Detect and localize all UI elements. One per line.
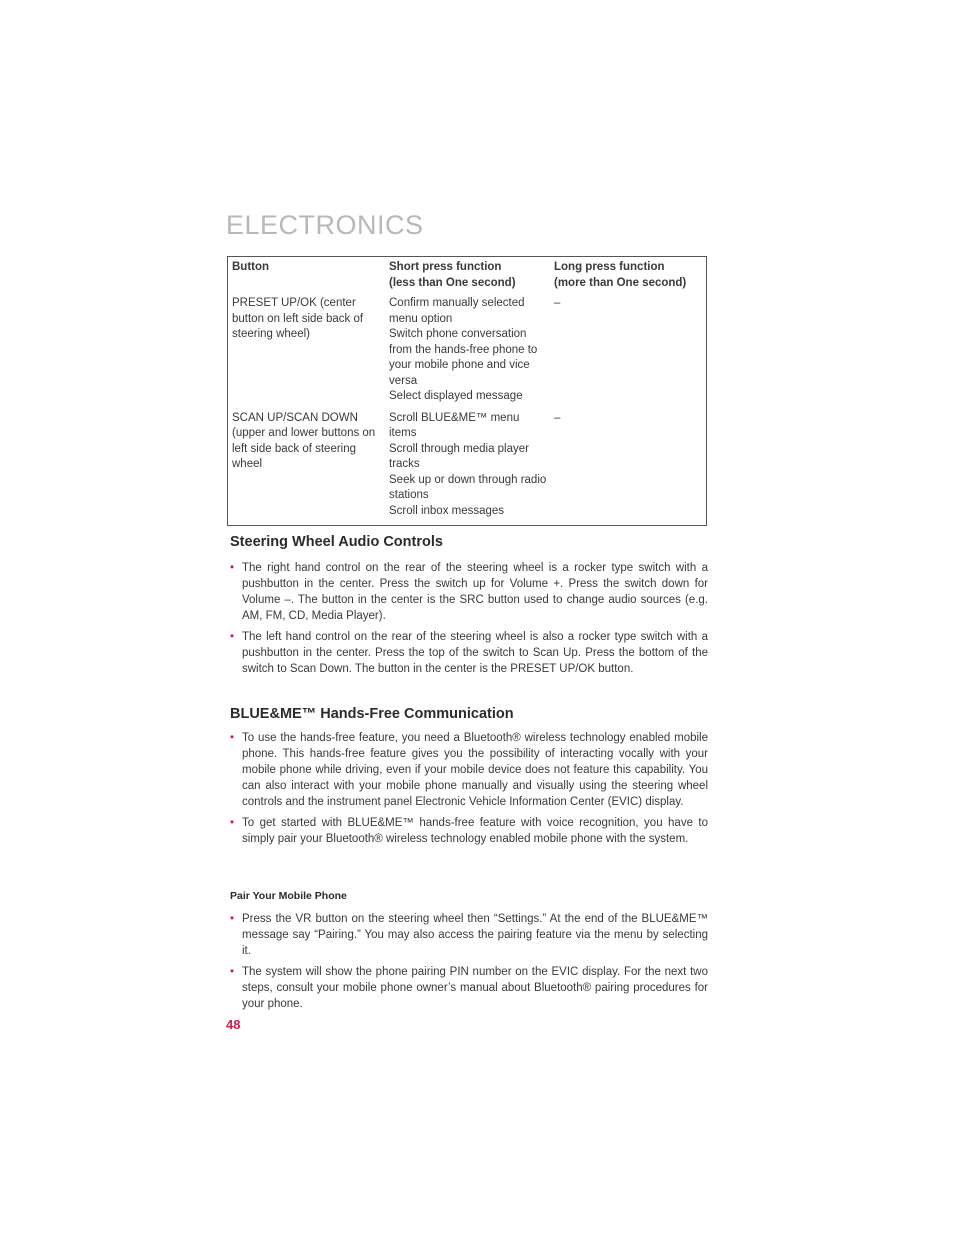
- list-item: [230, 911, 708, 959]
- table-cell-line: Switch phone conversation from the hands-free phone to your mobile phone and vice versa: [389, 328, 538, 387]
- header-short-press: Short press function (less than One second): [389, 261, 516, 289]
- table-cell-line: Confirm manually selected menu option: [389, 297, 525, 325]
- table-row: [228, 296, 706, 411]
- button-function-table: [227, 256, 707, 526]
- table-cell-long: –: [554, 411, 561, 424]
- list-item: [230, 629, 708, 677]
- pair-heading: Pair Your Mobile Phone: [230, 890, 347, 902]
- steering-bullet-list: [230, 560, 708, 682]
- list-item-text: To use the hands-free feature, you need a Bluetooth® wireless technology enabled mobile phone. This hands-free feature gives you the possibility of interacting vocally with your mobile phone while driving, even if your mobile device does not feature this capability. You can also interact with your mobile phone manually and visually using the steering wheel controls and the instrument panel Electronic Vehicle Information Center (EVIC) display.: [242, 732, 708, 808]
- bullet-icon: •: [230, 631, 235, 643]
- list-item: [230, 964, 708, 1012]
- table-row: [228, 411, 706, 526]
- bullet-icon: •: [230, 562, 235, 574]
- table-header-row: [228, 257, 706, 296]
- list-item-text: To get started with BLUE&ME™ hands-free feature with voice recognition, you have to simply pair your Bluetooth® wireless technology enabled mobile phone with the system.: [242, 817, 708, 845]
- table-cell-line: Scroll inbox messages: [389, 504, 505, 517]
- blueme-heading: BLUE&ME™ Hands-Free Communication: [230, 706, 514, 722]
- table-cell-line: Scroll BLUE&ME™ menu items: [389, 411, 520, 439]
- pair-bullet-list: [230, 911, 708, 1017]
- blueme-bullet-list: [230, 730, 708, 852]
- bullet-icon: •: [230, 732, 235, 744]
- header-button: Button: [232, 261, 270, 273]
- page-number: 48: [226, 1017, 241, 1032]
- table-cell-button: PRESET UP/OK (center button on left side back of steering wheel): [232, 297, 364, 340]
- list-item: [230, 730, 708, 810]
- bullet-icon: •: [230, 966, 235, 978]
- table-cell-line: Seek up or down through radio stations: [389, 473, 547, 501]
- table-cell-short: [385, 411, 550, 526]
- list-item-text: The system will show the phone pairing PIN number on the EVIC display. For the next two steps, consult your mobile phone owner’s manual about Bluetooth® pairing procedures for your phone.: [242, 966, 708, 1010]
- list-item: [230, 815, 708, 847]
- list-item-text: The left hand control on the rear of the steering wheel is also a rocker type switch with a pushbutton in the center. Press the top of the switch to Scan Up. Press the bottom of the switch to Scan Down. The button in the center is the PRESET UP/OK button.: [242, 631, 708, 675]
- bullet-icon: •: [230, 913, 235, 925]
- steering-heading: Steering Wheel Audio Controls: [230, 534, 443, 550]
- bullet-icon: •: [230, 817, 235, 829]
- list-item-text: The right hand control on the rear of the steering wheel is a rocker type switch with a pushbutton in the center. Press the switch up for Volume +. Press the switch down for Volume –. The button in the center is the SRC button used to change audio sources (e.g. AM, FM, CD, Media Player).: [242, 562, 708, 622]
- table-cell-line: Select displayed message: [389, 390, 523, 402]
- list-item: [230, 560, 708, 624]
- table-cell-short: [385, 296, 550, 411]
- header-long-press: Long press function (more than One second): [554, 261, 687, 289]
- list-item-text: Press the VR button on the steering wheel then “Settings.” At the end of the BLUE&ME™ message say “Pairing.” You may also access the pairing feature via the menu by selecting it.: [242, 913, 708, 957]
- table-cell-button: SCAN UP/SCAN DOWN (upper and lower buttons on left side back of steering wheel: [232, 411, 376, 470]
- table-cell-long: –: [554, 297, 561, 309]
- table-cell-line: Scroll through media player tracks: [389, 442, 529, 470]
- section-title: ELECTRONICS: [226, 210, 424, 240]
